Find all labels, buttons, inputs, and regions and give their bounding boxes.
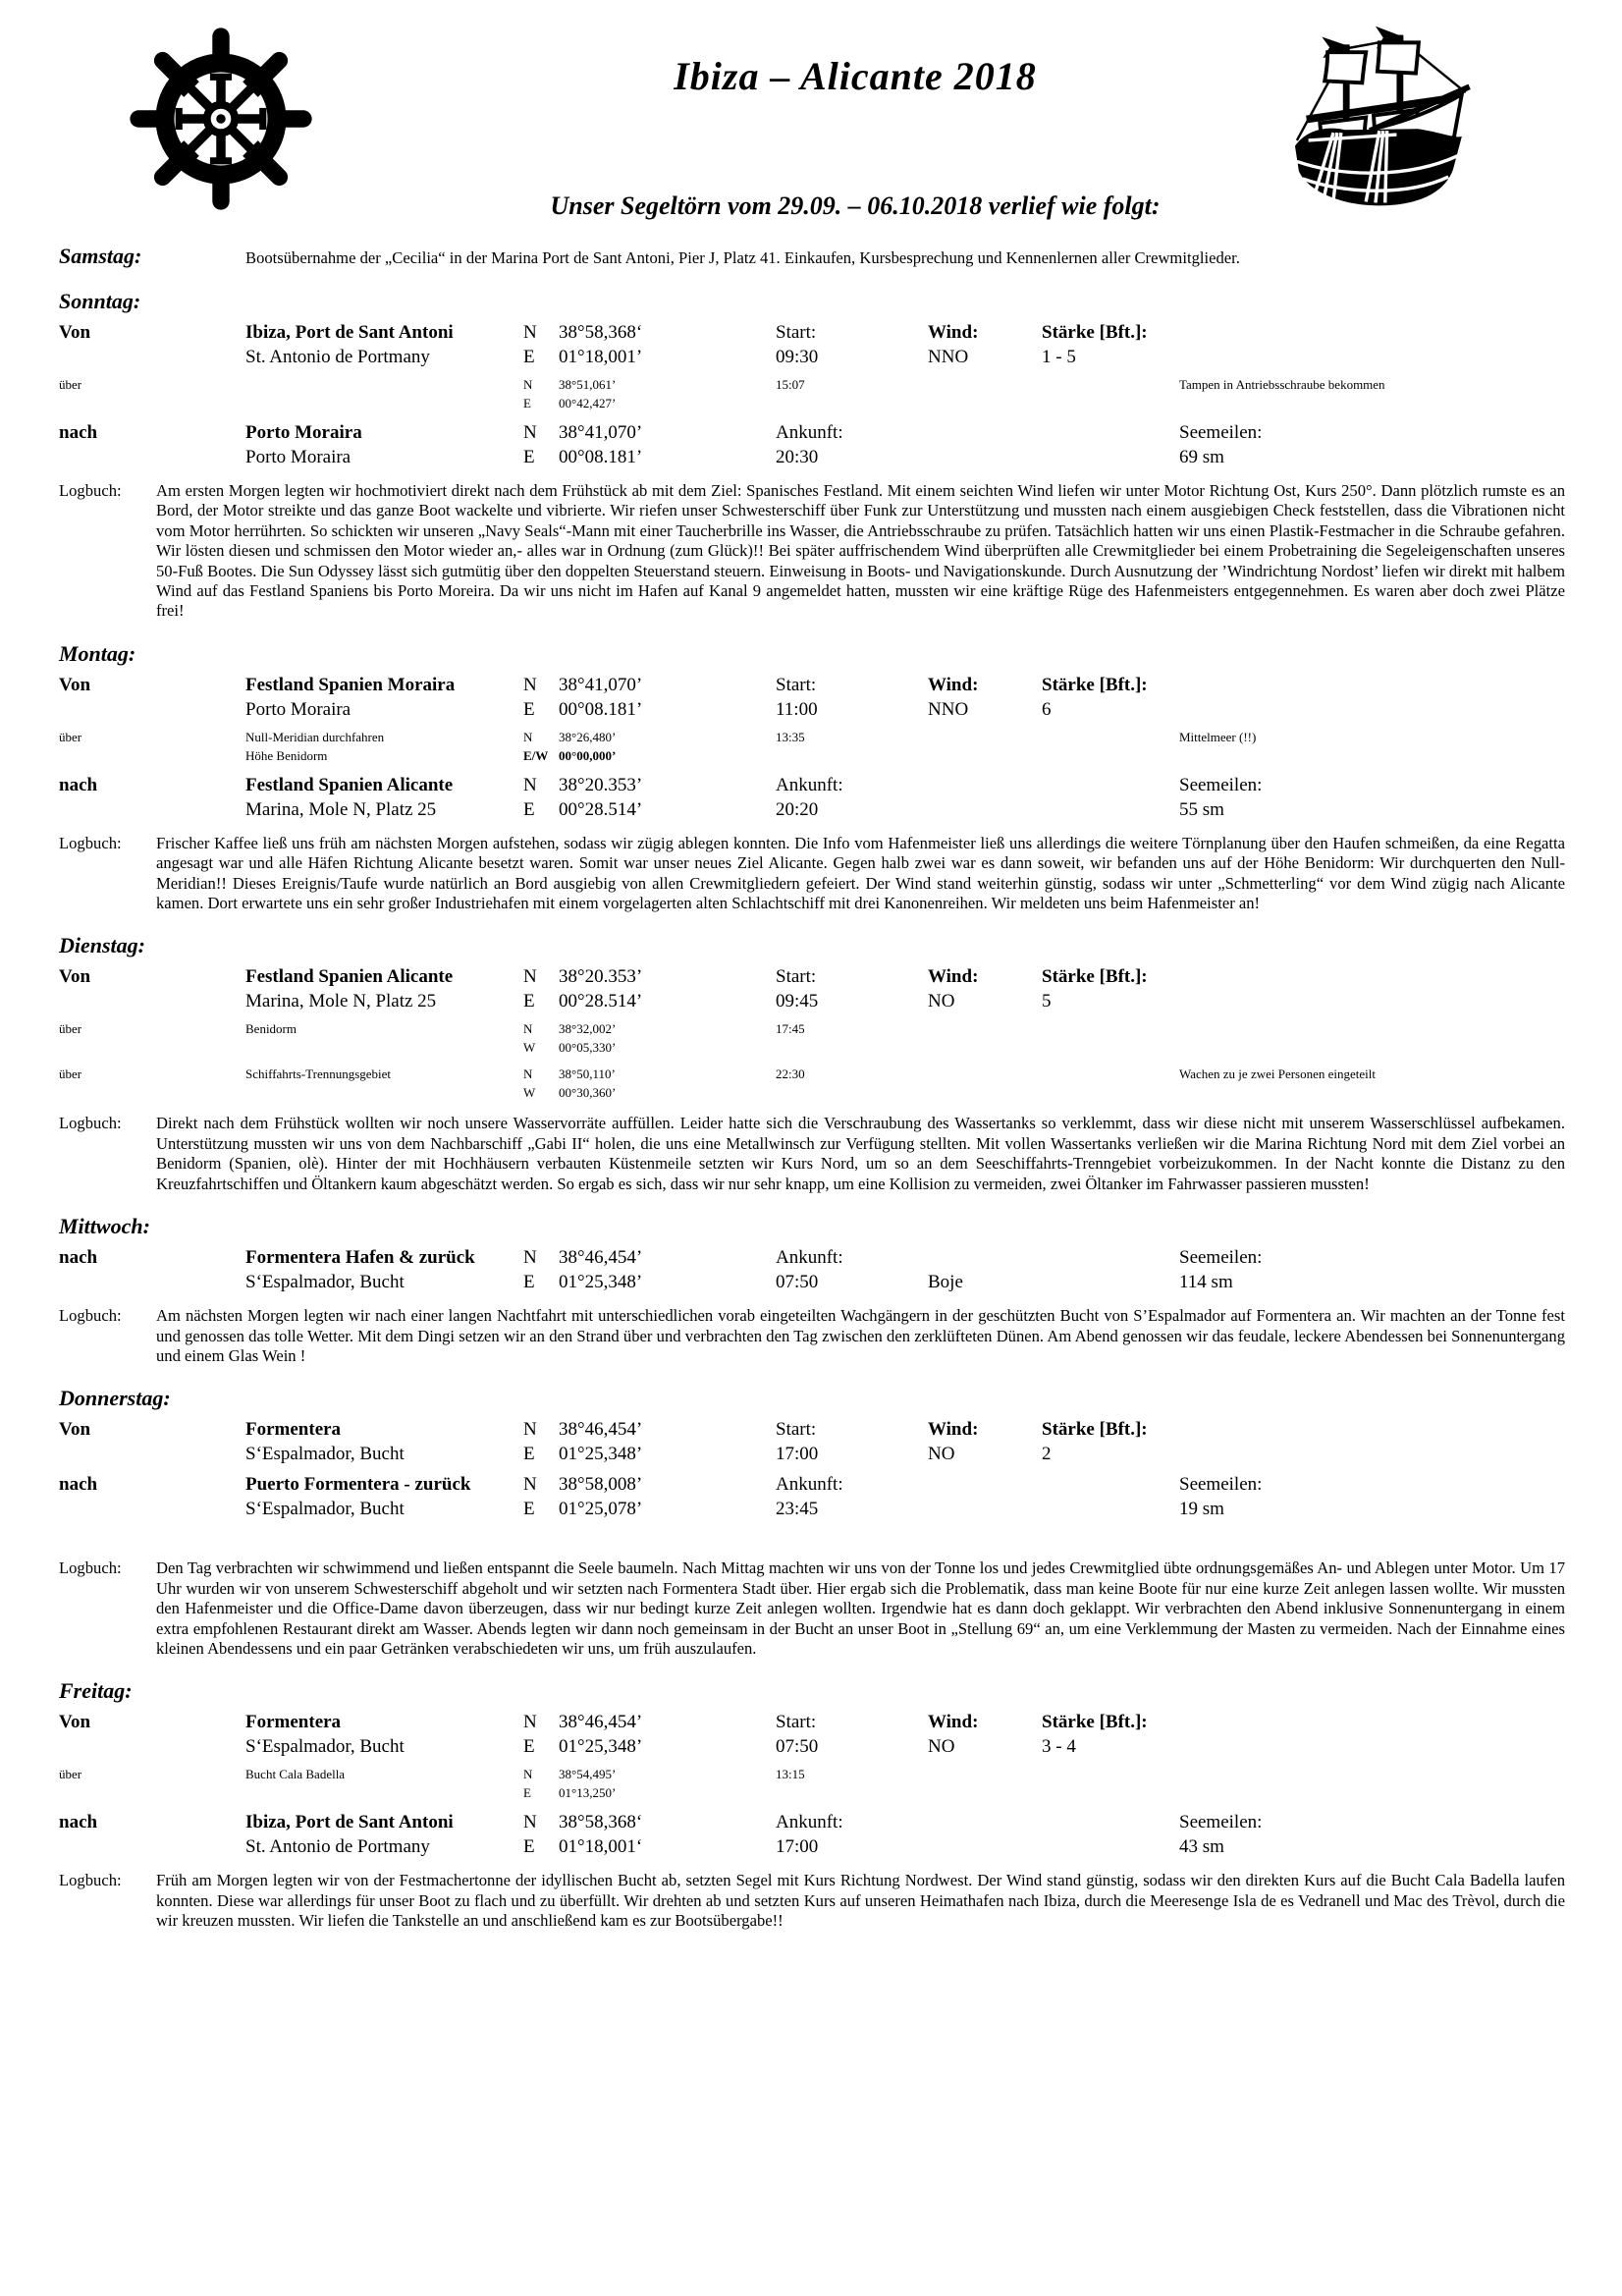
hemisphere: N W [523,1021,536,1056]
hemisphere: N E/W [523,729,549,763]
wind-strength [1042,1019,1179,1057]
table-row [59,773,1565,822]
hemisphere: N E [523,422,537,467]
row-label: über [59,729,82,744]
hemisphere: N E [523,966,537,1012]
saturday-text: Bootsübernahme der „Cecilia“ in der Marina Port de Sant Antoni, Pier J, Platz 41. Einkaufen, Kursbesprechung und Kennenlernen aller Crewmitglieder. [245,248,1240,267]
passage-table [0,1417,1622,1521]
time: Ankunft: 17:00 [776,1812,843,1858]
hemisphere: N E [523,1712,537,1758]
day-heading: Donnerstag: [59,1386,171,1411]
page-title: Ibiza – Alicante 2018 [674,54,1037,98]
day-section [0,1386,1622,1659]
location: Formentera Hafen & zurück S‘Espalmador, Bucht [245,1247,475,1293]
location: Festland Spanien Alicante Marina, Mole N, Platz 25 [245,966,454,1012]
logbook-label: Logbuch: [59,1306,122,1326]
coordinates: 38°32,002’ 00°05,330’ [559,1021,617,1056]
table-row [59,1019,1565,1057]
location: Benidorm [245,1021,297,1037]
time: Start: 07:50 [776,1712,819,1758]
notes [1179,1019,1565,1057]
trip-subtitle: Unser Segeltörn vom 29.09. – 06.10.2018 verlief wie folgt: [550,191,1161,220]
hemisphere: N E [523,1419,537,1465]
location: Ibiza, Port de Sant Antoni St. Antonio de Portmany [245,322,454,367]
coordinates: 38°20.353’ 00°28.514’ [559,966,643,1012]
wind-strength: Stärke [Bft.]: 5 [1042,966,1148,1012]
table-row [59,728,1565,765]
coordinates: 38°54,495’ 01°13,250’ [559,1767,617,1801]
wind-strength [1042,375,1179,412]
location: Ibiza, Port de Sant Antoni St. Antonio de Portmany [245,1812,454,1858]
table-row [59,673,1565,722]
logbook-entry [59,1114,1565,1194]
hemisphere: N W [523,1066,536,1101]
logbook-label: Logbuch: [59,1558,122,1578]
logbook-text: Den Tag verbrachten wir schwimmend und ließen entspannt die Seele baumeln. Nach Mittag machten wir uns von der Tonne los und jedes Crewmitglied übte ordnungsgemäßes An- und Ablegen unter Motor. Um 17 Uhr wurden wir von unserem Schwesterschiff abgeholt und wir setzten nach Formentera Stadt über. Hier ergab sich die Problematik, dass man keine Boote für nur eine kurze Zeit anlegen lassen wollte. Wir mussten den Hafenmeister und die Office-Dame davon überzeugen, dass wir nur bedingt kurze Zeit anlegen wollten. Irgendwie hat es dann doch geklappt. Wir verbrachten den Abend inklusive Sonnenuntergang in einem extra empfohlenen Restaurant direkt am Wasser. Abends legten wir dann noch gemeinsam in der Bucht an unser Boot in „Stellung 69“ an, um eine Verklemmung der Masten zu vermeiden. Nach der Einnahme eines kleinen Abendessens und ein paar Getränken verabschiedeten wir uns, um früh auszulaufen. [156,1558,1565,1658]
day-heading: Sonntag: [59,289,141,313]
row-label: über [59,377,82,392]
coordinates: 38°58,368‘ 01°18,001’ [559,322,643,367]
wind: Wind: NNO [928,674,979,720]
time: Start: 09:30 [776,322,819,367]
hemisphere: N E [523,1767,533,1801]
location: Festland Spanien Alicante Marina, Mole N, Platz 25 [245,774,454,820]
wind [928,773,1042,822]
logbook-label: Logbuch: [59,1114,122,1133]
time: 13:35 [776,729,805,744]
row-label: nach [59,774,98,795]
wind-strength [1042,420,1179,469]
coordinates: 38°46,454’ 01°25,348’ [559,1247,643,1293]
table-row [59,375,1565,412]
wind-strength [1042,1810,1179,1859]
logbook-label: Logbuch: [59,833,122,852]
location: Schiffahrts-Trennungsgebiet [245,1066,392,1082]
day-sections [0,289,1622,1932]
coordinates: 38°58,368‘ 01°18,001‘ [559,1812,643,1858]
row-label: nach [59,1812,98,1833]
wind-strength: Stärke [Bft.]: 2 [1042,1419,1148,1465]
wind [928,1810,1042,1859]
passage-table [0,673,1622,822]
row-label: über [59,1021,82,1037]
wind: Wind: NO [928,966,979,1012]
notes: Seemeilen: 19 sm [1179,1474,1263,1520]
coordinates: 38°26,480’ 00°00,000’ [559,729,617,763]
day-heading-samstag: Samstag: [59,244,142,268]
logbook-text: Am ersten Morgen legten wir hochmotiviert direkt nach dem Frühstück ab mit dem Ziel: Spanisches Festland. Mit einem seichten Wind liefen wir unter Motor Richtung Ost, Kurs 250°. Dann plötzlich rumste es an Bord, der Motor streikte und das ganze Boot wackelte und vibrierte. Wir riefen unser Schwesterschiff über Funk zur Unterstützung und mussten nach einem ausgiebigen Check feststellen, dass die Vibrationen nicht vom Motor herrührten. So schickten wir unseren „Navy Seals“-Mann mit einer Taucherbrille ins Wasser, die Antriebsschraube zu prüfen. Tatsächlich hatten wir uns einen Plastik-Festmacher in die Schraube gefahren. Wir lösten diesen und schmissen den Motor wieder an,- alles war in Ordnung (zum Glück)!! Bei später auffrischendem Wind überprüften alle Crewmitglieder bei einem Probetraining die Segeleigenschaften unseres 50-Fuß Bootes. Die Sun Odyssey lässt sich gutmütig über den doppelten Steuerstand steuern. Einweisung in Boots- und Navigationskunde. Durch Ausnutzung der ’Windrichtung Nordost’ liefen wir direkt mit halbem Wind auf das Festland Spaniens bis Porto Moreira. Da wir uns nicht im Hafen auf Kanal 9 angemeldet hatten, mussten wir eine kräftige Rüge des Hafenmeisters entgegennehmen. Es waren aber doch zwei Plätze frei! [156,481,1565,621]
logbook-entry [59,834,1565,914]
coordinates: 38°20.353’ 00°28.514’ [559,774,643,820]
table-row [59,1765,1565,1802]
notes: Seemeilen: 114 sm [1179,1247,1263,1293]
day-section [0,641,1622,914]
wind-strength [1042,1245,1179,1294]
galleon-ship-icon [1271,18,1478,219]
table-row [59,1810,1565,1859]
passage-table [0,964,1622,1102]
logbook-label: Logbuch: [59,481,122,500]
notes: Seemeilen: 69 sm [1179,422,1263,467]
hemisphere: N E [523,1812,537,1858]
day-heading: Freitag: [59,1678,133,1704]
logbook-entry [59,481,1565,622]
table-row [59,1065,1565,1102]
wind: Wind: NNO [928,322,979,367]
day-heading: Dienstag: [59,933,145,958]
coordinates: 38°50,110’ 00°30,360’ [559,1066,617,1101]
passage-table [0,1245,1622,1294]
table-row [59,420,1565,469]
page-header [0,0,1622,228]
row-label: Von [59,674,91,695]
wind [928,1019,1042,1057]
row-label: über [59,1066,82,1082]
hemisphere: N E [523,1474,537,1520]
hemisphere: N E [523,377,533,410]
time: Start: 17:00 [776,1419,819,1465]
logbook-text: Direkt nach dem Frühstück wollten wir noch unsere Wasservorräte auffüllen. Leider hatte sich die Verschraubung des Wassertanks so verklemmt, dass wir diese nicht mit unserem Wasserschlüssel aufbekamen. Unterstützung mussten wir uns von dem Nachbarschiff „Gabi II“ holen, die uns eine Metallwinsch zur Verfügung stellten. Mit vollen Wassertanks verließen wir die Marina Richtung Nord mit dem Ziel vorbei an Benidorm (Spanien, olè). Hinter der mit Hochhäusern verbauten Küstenmeile setzten wir Kurs Nord, um so an dem Seeschiffahrts-Trenngebiet vorbeizukommen. In der Nacht konnte die Distanz zu den Kreuzfahrtschiffen und Öltankern kaum abgeschätzt werden. So ergab es sich, dass wir nur sehr knapp, um eine Kollision zu vermeiden, zwei Öltanker im Fahrwasser passieren mussten! [156,1114,1565,1193]
day-section [0,933,1622,1194]
row-label: nach [59,422,98,443]
wind [928,1472,1042,1521]
time: 22:30 [776,1066,805,1082]
time: 15:07 [776,377,805,392]
logbook-entry [59,1306,1565,1366]
wind [928,1765,1042,1802]
wind [928,375,1042,412]
day-heading: Montag: [59,640,136,666]
day-section [0,289,1622,622]
location [245,375,523,412]
notes [1179,1765,1565,1802]
hemisphere: N E [523,674,537,720]
table-row [59,1710,1565,1759]
table-row [59,1472,1565,1521]
location: Porto Moraira Porto Moraira [245,422,362,467]
ships-wheel-icon [128,26,314,212]
wind-strength: Stärke [Bft.]: 6 [1042,674,1148,720]
saturday-section [59,244,1565,269]
wind-strength [1042,1765,1179,1802]
logbook-label: Logbuch: [59,1871,122,1890]
coordinates: 38°41,070’ 00°08.181’ [559,422,643,467]
wind-strength [1042,1065,1179,1102]
wind: Wind: NO [928,1712,979,1758]
row-label: Von [59,1712,91,1733]
row-label: Von [59,1419,91,1441]
wind: Wind: NO [928,1419,979,1465]
wind-strength: Stärke [Bft.]: 3 - 4 [1042,1712,1148,1758]
location: Festland Spanien Moraira Porto Moraira [245,674,456,720]
notes [1179,673,1565,722]
time: Ankunft: 07:50 [776,1247,843,1293]
location: Null-Meridian durchfahren Höhe Benidorm [245,729,385,763]
location: Formentera S‘Espalmador, Bucht [245,1712,405,1758]
location: Puerto Formentera - zurück S‘Espalmador, Bucht [245,1474,471,1520]
logbook-entry [59,1558,1565,1659]
row-label: nach [59,1474,98,1496]
notes [1179,964,1565,1013]
wind [928,1065,1042,1102]
wind-strength: Stärke [Bft.]: 1 - 5 [1042,322,1148,367]
time: Ankunft: 20:30 [776,422,843,467]
coordinates: 38°46,454’ 01°25,348’ [559,1419,643,1465]
hemisphere: N E [523,774,537,820]
day-heading: Mittwoch: [59,1214,150,1239]
location: Bucht Cala Badella [245,1767,346,1782]
notes: Seemeilen: 55 sm [1179,774,1263,820]
time: 17:45 [776,1021,805,1037]
wind-strength [1042,773,1179,822]
row-label: über [59,1767,82,1782]
day-section [0,1214,1622,1366]
notes [1179,1710,1565,1759]
notes: Seemeilen: 43 sm [1179,1812,1263,1858]
notes [1179,320,1565,369]
passage-table [0,320,1622,469]
table-row [59,320,1565,369]
table-row [59,1245,1565,1294]
time: Ankunft: 23:45 [776,1474,843,1520]
day-section [0,1678,1622,1931]
time: 13:15 [776,1767,805,1782]
row-label: Von [59,322,91,343]
logbook-text: Früh am Morgen legten wir von der Festmachertonne der idyllischen Bucht ab, setzten Segel mit Kurs Richtung Nordwest. Der Wind stand günstig, sodass wir den direkten Kurs auf die Bucht Cala Badella laufen konnten. Diese war allerdings für unser Boot zu flach und zu überfüllt. Wir drehten ab und setzten Kurs auf unseren Heimathafen nach Ibiza, durch die Meeresenge Isla de es Vedranell und Mac des Trèvol, durch die wir kreuzen mussten. Wir liefen die Tankstelle an und anschließend kam es zur Bootsübergabe!! [156,1871,1565,1931]
wind-strength [1042,1472,1179,1521]
time: Ankunft: 20:20 [776,774,843,820]
coordinates: 38°46,454’ 01°25,348’ [559,1712,643,1758]
wind: Boje [928,1272,963,1293]
hemisphere: N E [523,322,537,367]
notes: Mittelmeer (!!) [1179,729,1257,744]
notes: Wachen zu je zwei Personen eingeteilt [1179,1066,1377,1082]
wind [928,728,1042,765]
passage-table [0,1710,1622,1859]
hemisphere: N E [523,1247,537,1293]
row-label: Von [59,966,91,988]
table-row [59,1417,1565,1466]
logbook-text: Am nächsten Morgen legten wir nach einer langen Nachtfahrt mit unterschiedlichen vorab eingeteilten Wachgängern in der geschützten Bucht von S’Espalmador auf Formentera an. Wir machten an der Tonne fest und genossen das tolle Wetter. Mit dem Dingi setzen wir an den Strand über und verbrachten den Tag zwischen den zerklüfteten Dünen. Am Abend genossen wir das feudale, leckere Abendessen bei Sonnenuntergang und einem Glas Wein ! [156,1306,1565,1365]
notes: Tampen in Antriebsschraube bekommen [1179,377,1385,392]
table-row [59,964,1565,1013]
coordinates: 38°41,070’ 00°08.181’ [559,674,643,720]
logbook-text: Frischer Kaffee ließ uns früh am nächsten Morgen aufstehen, sodass wir zügig ablegen konnten. Die Info vom Hafenmeister ließ uns allerdings die weitere Törnplanung über den Haufen schmeißen, da eine Regatta angesagt war und alle Häfen Richtung Alicante besetzt waren. Somit war unser neues Ziel Alicante. Gegen halb zwei war es dann soweit, wir befanden uns auf der Höhe Benidorm: Wir durchquerten den Null-Meridian!! Dieses Ereignis/Taufe wurde natürlich an Bord ausgiebig von allen Crewmitgliedern gefeiert. Der Wind stand weiterhin günstig, sodass wir unter „Schmetterling“ vor dem Wind zügig nach Alicante kamen. Dort erwartete uns ein sehr großer Industriehafen mit einem vorgelagerten alten Schlachtschiff mit drei Kanonenreihen. Wir meldeten uns beim Hafenmeister an! [156,833,1565,913]
time: Start: 11:00 [776,674,818,720]
logbook-entry [59,1871,1565,1931]
notes [1179,1417,1565,1466]
coordinates: 38°51,061’ 00°42,427’ [559,377,617,410]
wind [928,420,1042,469]
row-label: nach [59,1247,98,1269]
coordinates: 38°58,008’ 01°25,078’ [559,1474,643,1520]
wind-strength [1042,728,1179,765]
time: Start: 09:45 [776,966,819,1012]
location: Formentera S‘Espalmador, Bucht [245,1419,405,1465]
